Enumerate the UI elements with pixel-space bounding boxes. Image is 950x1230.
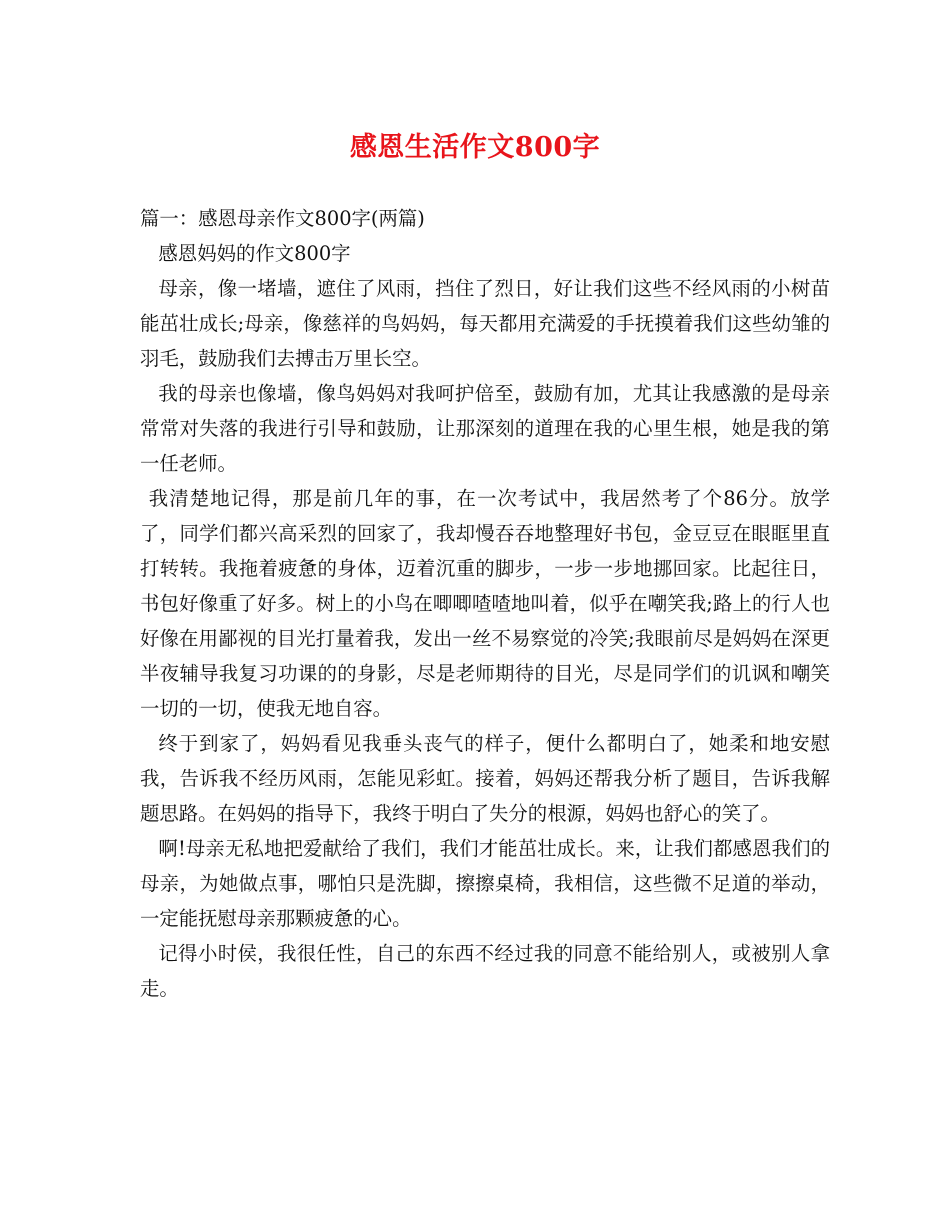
subheading: 感恩妈妈的作文800字 bbox=[158, 242, 351, 265]
paragraph: 我清楚地记得，那是前几年的事，在一次考试中，我居然考了个86分。放学了，同学们都兴高采烈的回家了，我却慢吞吞地整理好书包，金豆豆在眼眶里直打转转。我拖着疲惫的身体，迈着沉重的脚步，一步一步地挪回家。比起往日，书包好像重了好多。树上的小鸟在唧唧喳喳地叫着，似乎在嘲笑我;路上的行人也好像在用鄙视的目光打量着我，发出一丝不易察觉的冷笑;我眼前尽是妈妈在深更半夜辅导我复习功课的的身影，尽是老师期待的目光，尽是同学们的讥讽和嘲笑一切的一切，使我无地自容。 bbox=[140, 487, 830, 720]
document-title: 感恩生活作文800字 bbox=[349, 132, 601, 163]
paragraph: 啊!母亲无私地把爱献给了我们，我们才能茁壮成长。来，让我们都感恩我们的母亲，为她做点事，哪怕只是洗脚，擦擦桌椅，我相信，这些微不足道的举动，一定能抚慰母亲那颗疲惫的心。 bbox=[140, 837, 830, 930]
paragraph: 终于到家了，妈妈看见我垂头丧气的样子，便什么都明白了，她柔和地安慰我，告诉我不经历风雨，怎能见彩虹。接着，妈妈还帮我分析了题目，告诉我解题思路。在妈妈的指导下，我终于明白了失分的根源，妈妈也舒心的笑了。 bbox=[140, 732, 830, 825]
document-body bbox=[140, 201, 830, 1006]
paragraph: 记得小时侯，我很任性，自己的东西不经过我的同意不能给别人，或被别人拿走。 bbox=[140, 942, 830, 1000]
paragraph: 母亲，像一堵墙，遮住了风雨，挡住了烈日，好让我们这些不经风雨的小树苗能茁壮成长;母亲，像慈祥的鸟妈妈，每天都用充满爱的手抚摸着我们这些幼雏的羽毛，鼓励我们去搏击万里长空。 bbox=[140, 277, 830, 370]
section-heading: 篇一：感恩母亲作文800字(两篇) bbox=[140, 207, 425, 230]
paragraph: 我的母亲也像墙，像鸟妈妈对我呵护倍至，鼓励有加，尤其让我感激的是母亲常常对失落的我进行引导和鼓励，让那深刻的道理在我的心里生根，她是我的第一任老师。 bbox=[140, 382, 830, 475]
